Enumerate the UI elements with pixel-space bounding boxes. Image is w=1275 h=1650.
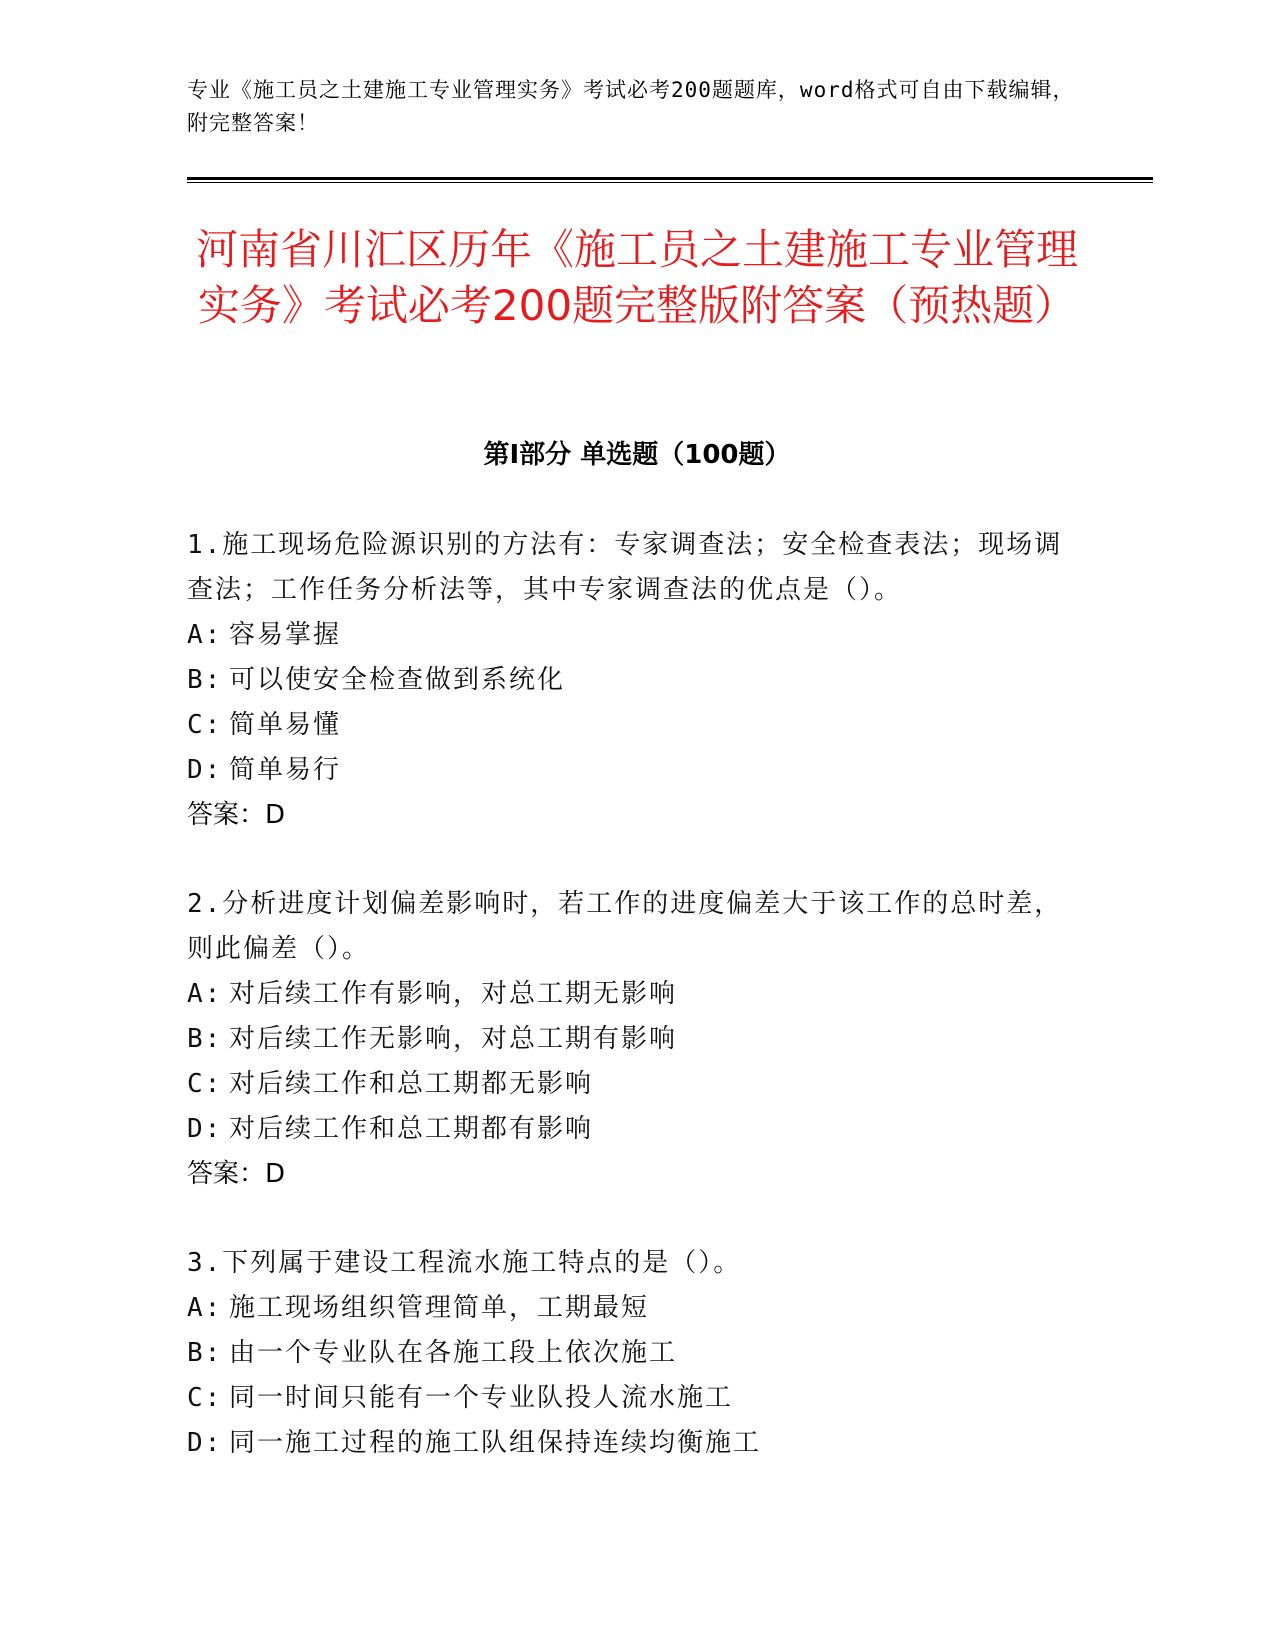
option-text: 可以使安全检查做到系统化 xyxy=(229,665,566,695)
option-text: 同一施工过程的施工队组保持连续均衡施工 xyxy=(229,1428,762,1458)
option-letter: A: xyxy=(187,979,223,1009)
option-letter: A: xyxy=(187,620,223,650)
option-a xyxy=(187,1286,1067,1331)
option-a xyxy=(187,613,1067,658)
option-text: 简单易行 xyxy=(229,755,342,785)
option-text: 同一时间只能有一个专业队投人流水施工 xyxy=(229,1383,734,1413)
option-b xyxy=(187,658,1067,703)
question-2 xyxy=(187,882,1067,1197)
header-note: 专业《施工员之土建施工专业管理实务》考试必考200题题库，word格式可自由下载编辑，附完整答案！ xyxy=(187,78,1075,135)
answer: 答案：D xyxy=(187,800,286,830)
question-text: 3.下列属于建设工程流水施工特点的是（）。 xyxy=(187,1248,742,1278)
option-c xyxy=(187,1376,1067,1421)
header-rule-thin xyxy=(187,182,1153,183)
option-text: 对后续工作和总工期都无影响 xyxy=(229,1069,594,1099)
option-text: 对后续工作和总工期都有影响 xyxy=(229,1114,594,1144)
option-text: 对后续工作无影响，对总工期有影响 xyxy=(229,1024,678,1054)
option-text: 容易掌握 xyxy=(229,620,342,650)
option-d xyxy=(187,1421,1067,1466)
document-title: 河南省川汇区历年《施工员之土建施工专业管理实务》考试必考200题完整版附答案（预热题） xyxy=(195,225,1078,330)
option-letter: B: xyxy=(187,1024,223,1054)
question-list xyxy=(187,523,1067,1510)
question-3 xyxy=(187,1241,1067,1466)
question-text: 2.分析进度计划偏差影响时，若工作的进度偏差大于该工作的总时差，则此偏差（）。 xyxy=(187,889,1063,964)
option-b xyxy=(187,1331,1067,1376)
option-d xyxy=(187,1107,1067,1152)
option-letter: D: xyxy=(187,1114,223,1144)
option-d xyxy=(187,748,1067,793)
option-a xyxy=(187,972,1067,1017)
option-c xyxy=(187,1062,1067,1107)
option-letter: C: xyxy=(187,1383,223,1413)
question-1 xyxy=(187,523,1067,838)
option-text: 施工现场组织管理简单，工期最短 xyxy=(229,1293,650,1323)
option-c xyxy=(187,703,1067,748)
option-text: 简单易懂 xyxy=(229,710,342,740)
option-b xyxy=(187,1017,1067,1062)
option-letter: B: xyxy=(187,1338,223,1368)
option-letter: D: xyxy=(187,755,223,785)
header-rule-thick xyxy=(187,177,1153,180)
option-letter: D: xyxy=(187,1428,223,1458)
option-text: 对后续工作有影响，对总工期无影响 xyxy=(229,979,678,1009)
option-letter: A: xyxy=(187,1293,223,1323)
question-text: 1.施工现场危险源识别的方法有：专家调查法；安全检查表法；现场调查法；工作任务分析法等，其中专家调查法的优点是（）。 xyxy=(187,530,1063,605)
section-title: 第Ⅰ部分 单选题（100题） xyxy=(483,440,791,470)
option-letter: B: xyxy=(187,665,223,695)
option-letter: C: xyxy=(187,1069,223,1099)
option-letter: C: xyxy=(187,710,223,740)
answer: 答案：D xyxy=(187,1159,286,1189)
option-text: 由一个专业队在各施工段上依次施工 xyxy=(229,1338,678,1368)
